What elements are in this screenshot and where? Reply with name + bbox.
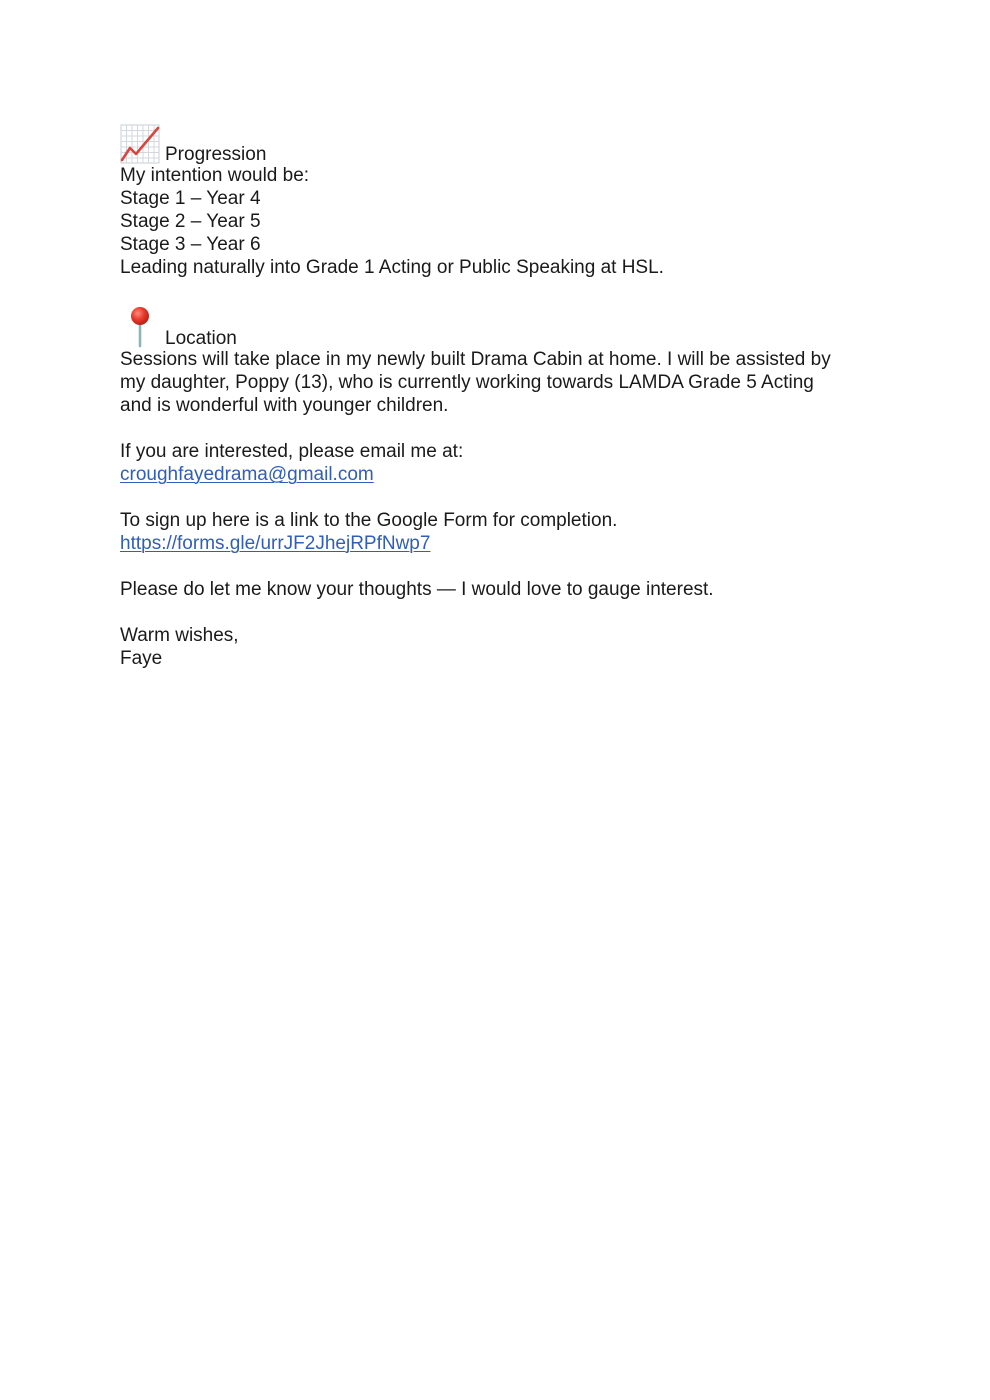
spacer: [120, 601, 880, 624]
contact-section: [120, 440, 880, 486]
spacer: [120, 486, 880, 509]
location-text-line: and is wonderful with younger children.: [120, 395, 449, 416]
email-link[interactable]: croughfayedrama@gmail.com: [120, 464, 374, 485]
salutation: Warm wishes,: [120, 625, 239, 646]
stage-item: Stage 2 – Year 5: [120, 211, 261, 232]
stage-item: Stage 1 – Year 4: [120, 188, 261, 209]
contact-prompt: If you are interested, please email me at:: [120, 441, 464, 462]
progression-outcome: Leading naturally into Grade 1 Acting or Public Speaking at HSL.: [120, 257, 664, 278]
location-text-line: my daughter, Poppy (13), who is currently working towards LAMDA Grade 5 Acting: [120, 372, 814, 393]
location-heading-label: Location: [165, 328, 237, 349]
stage-item: Stage 3 – Year 6: [120, 234, 261, 255]
location-section: [120, 302, 880, 417]
signup-prompt: To sign up here is a link to the Google Form for completion.: [120, 510, 618, 531]
chart-increasing-icon: [120, 124, 160, 164]
progression-heading-label: Progression: [165, 144, 267, 165]
closing-section: [120, 578, 880, 670]
signature: Faye: [120, 648, 163, 669]
spacer: [120, 417, 880, 440]
progression-intro: My intention would be:: [120, 165, 310, 186]
round-pushpin-icon: [120, 306, 160, 348]
signup-section: [120, 509, 880, 555]
google-form-link[interactable]: https://forms.gle/urrJF2JhejRPfNwp7: [120, 533, 431, 554]
document-page: [120, 118, 880, 670]
location-heading: [120, 302, 880, 348]
progression-section: [120, 118, 880, 279]
closing-message: Please do let me know your thoughts — I would love to gauge interest.: [120, 579, 714, 600]
progression-heading: [120, 118, 880, 164]
spacer: [120, 555, 880, 578]
location-text-line: Sessions will take place in my newly built Drama Cabin at home. I will be assisted by: [120, 349, 831, 370]
